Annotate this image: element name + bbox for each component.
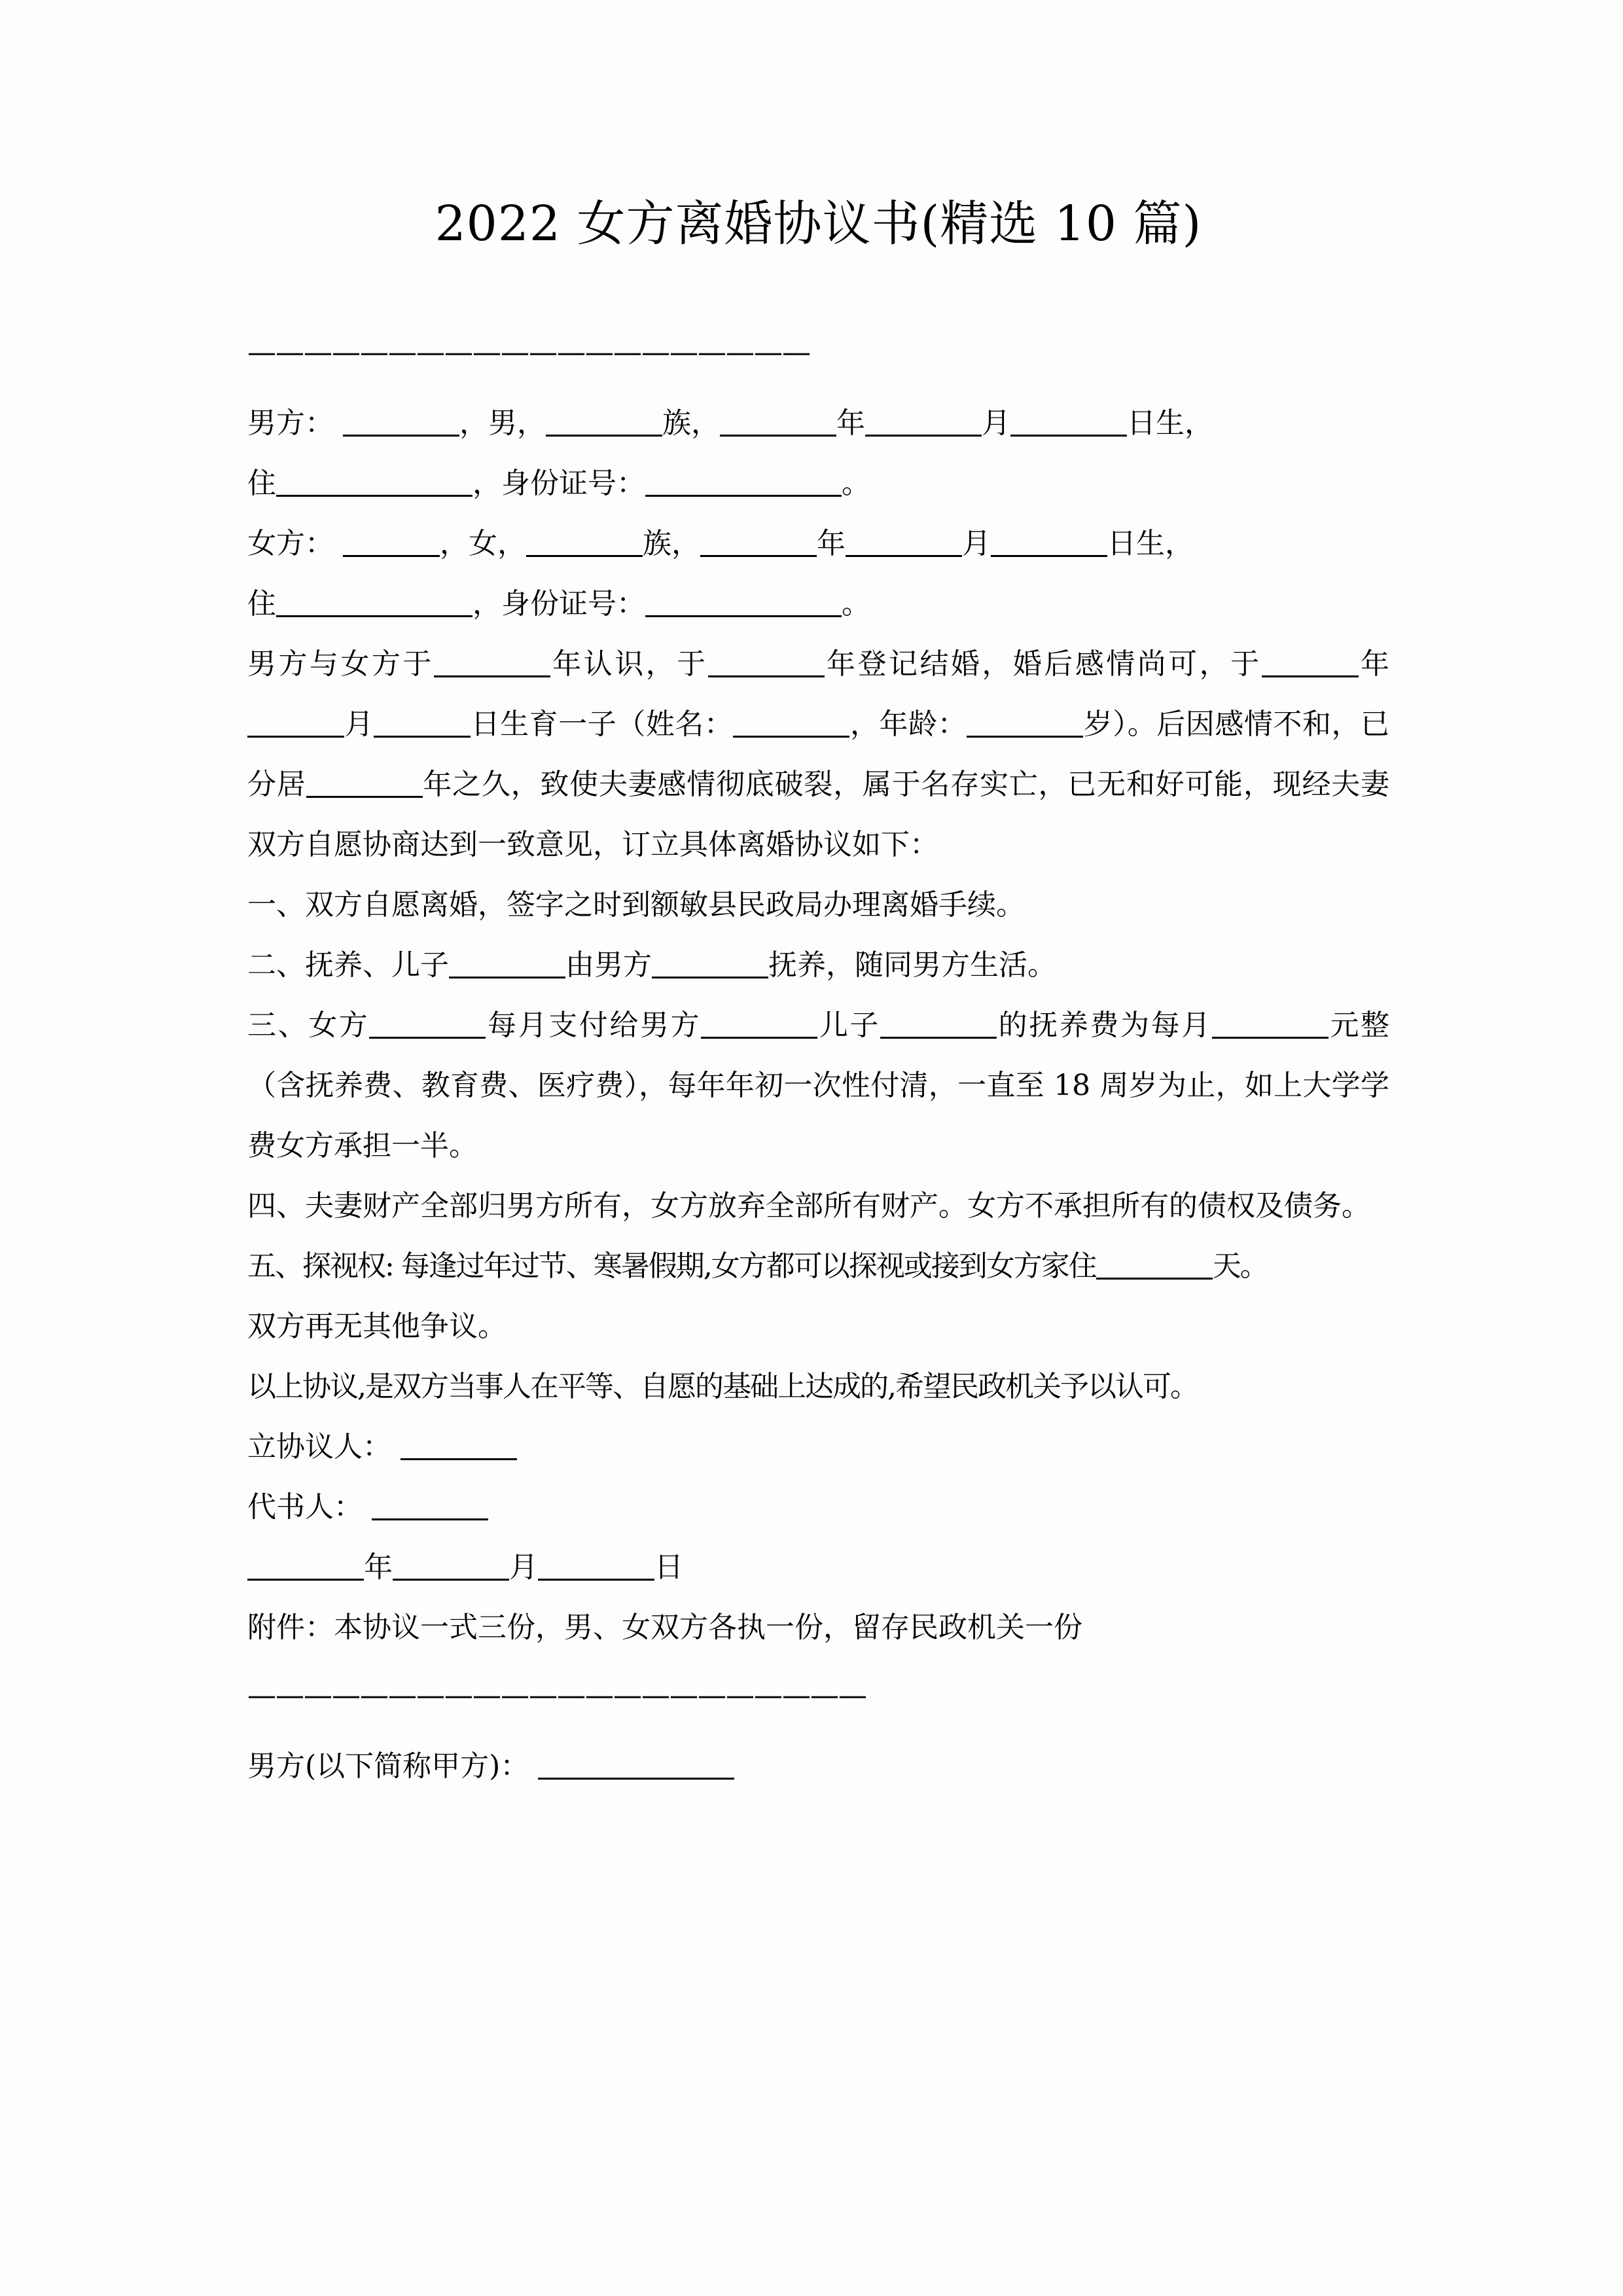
signatory-blank[interactable] bbox=[401, 1435, 517, 1460]
female-party-identity-line bbox=[247, 514, 1389, 574]
child-name-blank[interactable] bbox=[733, 712, 849, 738]
date-year-blank[interactable] bbox=[247, 1555, 364, 1581]
clause-3-text-a: 三、女方 bbox=[247, 1008, 370, 1042]
clause-5-text-a: 五、探视权: 每逢过年过节、寒暑假期,女方都可以探视或接到女方家住 bbox=[247, 1249, 1096, 1283]
clause-3-paragraph bbox=[247, 996, 1389, 1176]
female-ethnicity-blank[interactable] bbox=[526, 531, 643, 557]
separation-text: 年之久，致使夫妻感情彻底破裂，属于名存实亡，已无和好可能，现经夫妻双方自愿协商达到一致意见，订立具体离婚协议如下： bbox=[247, 767, 1390, 861]
child-birth-text: 日生育一子（姓名： bbox=[471, 707, 734, 741]
date-day-label: 日 bbox=[654, 1550, 683, 1584]
clause-3-male-blank[interactable] bbox=[701, 1013, 817, 1039]
signatory-line bbox=[247, 1417, 1389, 1477]
clause-2-text-b: 由男方 bbox=[565, 948, 652, 982]
no-dispute-paragraph: 双方再无其他争议。 bbox=[247, 1309, 507, 1343]
male-birth-month-blank[interactable] bbox=[865, 411, 982, 437]
male-name-blank[interactable] bbox=[343, 411, 459, 437]
meet-text-3: 年登记结婚，婚后感情尚可，于 bbox=[824, 647, 1262, 681]
male-party-alias-label: 男方(以下简称甲方)： bbox=[247, 1749, 529, 1783]
document-body bbox=[247, 255, 1389, 1797]
age-tail-text: 岁）。后因感情不和，已分居 bbox=[247, 707, 1390, 801]
child-age-blank[interactable] bbox=[967, 712, 1083, 738]
clause-2-son-blank[interactable] bbox=[449, 953, 565, 978]
marriage-year-blank[interactable] bbox=[708, 652, 825, 677]
page-title: 2022 女方离婚协议书(精选 10 篇) bbox=[435, 196, 1202, 252]
clause-3-female-blank[interactable] bbox=[369, 1013, 486, 1039]
clause-4-paragraph: 四、夫妻财产全部归男方所有，女方放弃全部所有财产。女方不承担所有的债权及债务。 bbox=[247, 1189, 1370, 1223]
signatory-label: 立协议人： bbox=[247, 1429, 391, 1463]
female-year-label: 年 bbox=[817, 526, 846, 560]
signature-date-line bbox=[247, 1537, 1389, 1598]
female-id-blank[interactable] bbox=[645, 592, 842, 617]
date-year-label: 年 bbox=[364, 1550, 393, 1584]
clause-5-days-blank[interactable] bbox=[1096, 1254, 1213, 1280]
child-birth-month-blank[interactable] bbox=[247, 712, 344, 738]
clause-2-text-a: 二、抚养、儿子 bbox=[247, 948, 449, 982]
male-address-label: 住 bbox=[247, 466, 276, 500]
clause-1-paragraph: 一、双方自愿离婚，签字之时到额敏县民政局办理离婚手续。 bbox=[247, 888, 1025, 922]
male-id-blank[interactable] bbox=[645, 471, 842, 497]
female-line-period: 。 bbox=[842, 586, 870, 620]
attachment-paragraph: 附件：本协议一式三份，男、女双方各执一份，留存民政机关一份 bbox=[247, 1610, 1082, 1644]
male-year-label: 年 bbox=[836, 406, 865, 440]
clause-3-text-c: 儿子 bbox=[817, 1008, 881, 1042]
child-age-label: ，年龄： bbox=[849, 707, 967, 741]
clause-2-paragraph bbox=[247, 935, 1389, 996]
date-day-blank[interactable] bbox=[538, 1555, 654, 1581]
clause-5-text-b: 天。 bbox=[1212, 1249, 1268, 1283]
clause-3-text-d: 的抚养费为每月 bbox=[997, 1008, 1212, 1042]
male-ethnicity-suffix: 族， bbox=[662, 406, 720, 440]
female-ethnicity-suffix: 族， bbox=[643, 526, 700, 560]
female-month-label: 月 bbox=[962, 526, 991, 560]
scribe-blank[interactable] bbox=[372, 1495, 488, 1520]
female-day-born-label: 日生， bbox=[1107, 526, 1194, 560]
closing-paragraph: 以上协议,是双方当事人在平等、自愿的基础上达成的,希望民政机关予以认可。 bbox=[247, 1369, 1198, 1403]
female-name-blank[interactable] bbox=[343, 531, 440, 557]
male-party-identity-line bbox=[247, 393, 1389, 454]
clause-3-text-e: 元整（含抚养费、教育费、医疗费），每年年初一次性付清，一直至 18 周岁为止，如上大学学费女方承担一半。 bbox=[247, 1008, 1390, 1162]
female-address-blank[interactable] bbox=[276, 592, 473, 617]
meet-text-2: 年认识，于 bbox=[550, 647, 708, 681]
child-birth-year-blank[interactable] bbox=[1262, 652, 1359, 677]
female-party-label: 女方： bbox=[247, 526, 334, 560]
male-month-label: 月 bbox=[982, 406, 1010, 440]
meet-text-1: 男方与女方于 bbox=[247, 647, 434, 681]
clause-2-text-c: 抚养，随同男方生活。 bbox=[768, 948, 1056, 982]
bottom-separator-rule: —————————————————————— bbox=[247, 1681, 866, 1710]
female-address-label: 住 bbox=[247, 586, 276, 620]
document-sheet bbox=[247, 0, 1389, 1797]
child-year-label: 年 bbox=[1358, 647, 1390, 681]
male-party-alias-line bbox=[247, 1736, 1389, 1797]
male-party-label: 男方： bbox=[247, 406, 334, 440]
female-party-address-line bbox=[247, 574, 1389, 634]
male-line-period: 。 bbox=[842, 466, 870, 500]
male-sex-text: ，男， bbox=[459, 406, 546, 440]
male-address-blank[interactable] bbox=[276, 471, 473, 497]
date-month-label: 月 bbox=[509, 1550, 538, 1584]
male-party-alias-blank[interactable] bbox=[538, 1754, 734, 1780]
scribe-label: 代书人： bbox=[247, 1490, 363, 1524]
meet-year-blank[interactable] bbox=[434, 652, 550, 677]
male-birth-year-blank[interactable] bbox=[720, 411, 836, 437]
male-day-born-label: 日生， bbox=[1127, 406, 1213, 440]
clause-3-text-b: 每月支付给男方 bbox=[486, 1008, 702, 1042]
female-id-label: ，身份证号： bbox=[473, 586, 645, 620]
male-id-label: ，身份证号： bbox=[473, 466, 645, 500]
child-birth-day-blank[interactable] bbox=[374, 712, 471, 738]
clause-2-male-blank[interactable] bbox=[652, 953, 768, 978]
scribe-line bbox=[247, 1477, 1389, 1537]
child-month-label: 月 bbox=[344, 707, 374, 741]
male-party-address-line bbox=[247, 454, 1389, 514]
female-birth-month-blank[interactable] bbox=[846, 531, 962, 557]
date-month-blank[interactable] bbox=[393, 1555, 509, 1581]
male-birth-day-blank[interactable] bbox=[1010, 411, 1127, 437]
separation-years-blank[interactable] bbox=[306, 772, 423, 798]
clause-5-paragraph bbox=[247, 1236, 1389, 1297]
marriage-history-paragraph bbox=[247, 634, 1389, 875]
female-sex-text: ，女， bbox=[440, 526, 526, 560]
male-ethnicity-blank[interactable] bbox=[546, 411, 662, 437]
clause-3-son-blank[interactable] bbox=[880, 1013, 997, 1039]
female-birth-day-blank[interactable] bbox=[991, 531, 1107, 557]
clause-3-amount-blank[interactable] bbox=[1212, 1013, 1329, 1039]
top-separator-rule: ———————————————————— bbox=[247, 338, 810, 367]
female-birth-year-blank[interactable] bbox=[700, 531, 817, 557]
